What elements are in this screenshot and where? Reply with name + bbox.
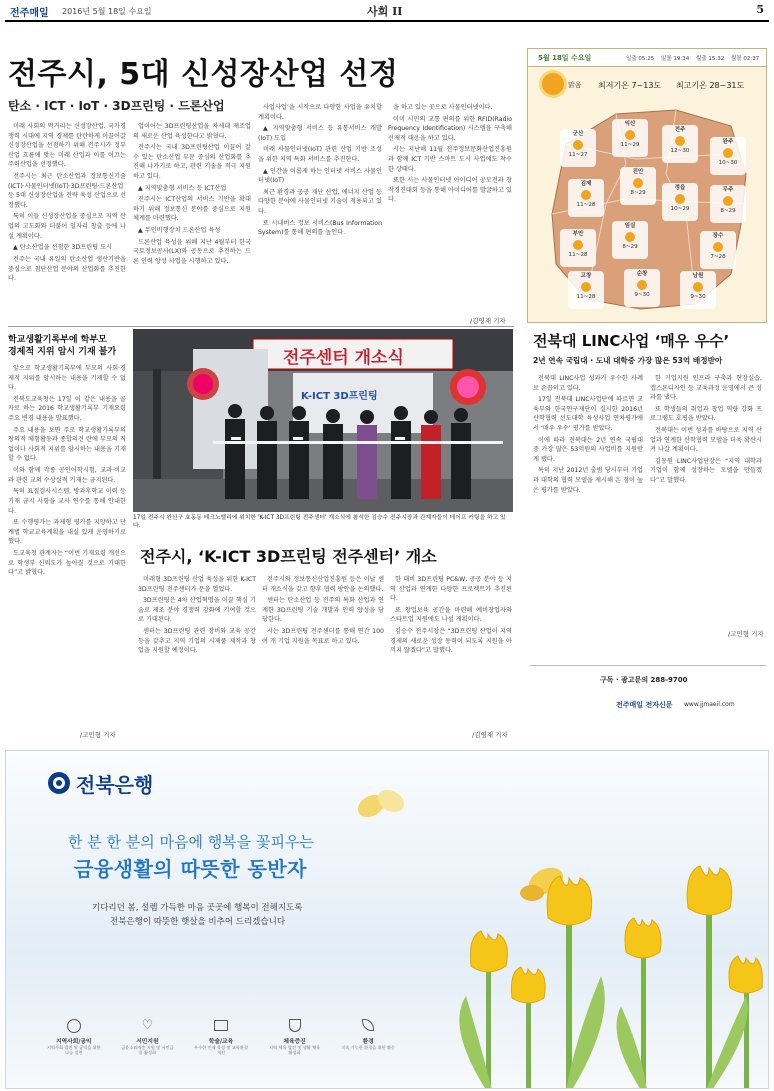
sunset-time: 일몰 19:34 <box>661 56 690 62</box>
lead-byline: /김영재 기자 <box>470 317 506 325</box>
linc-column-2 <box>650 374 762 604</box>
sun-icon <box>675 136 685 146</box>
paragraph: 전북대는 이번 성과를 바탕으로 지역 산업과 연계한 산학협력 모델을 더욱 확산시켜 나갈 계획이다. <box>650 427 762 454</box>
subscription-box <box>530 665 766 723</box>
weather-date: 5월 18일 수요일 <box>538 54 592 62</box>
paragraph: 전주시는 ICT산업의 서비스 기반을 확대하기 위해 정보통신 분야를 중심으로 지원 체계를 마련했다. <box>133 196 251 223</box>
article-3d-column-3 <box>390 575 512 723</box>
sun-icon <box>581 190 591 200</box>
city-name: 익산 <box>624 121 636 127</box>
paragraph: ▲ 지역맞춤형 서비스 등 ICT산업 <box>138 184 227 192</box>
lead-column-3 <box>258 103 382 324</box>
sun-icon <box>675 194 685 204</box>
csr-item-environment <box>340 1019 396 1079</box>
city-temp: 10~30 <box>718 159 738 166</box>
issue-date: 2016년 5월 18일 수요일 <box>62 7 152 16</box>
paragraph: 최근 환경과 공공 재난 산업, 에너지 산업 등 다양한 분야에 사물인터넷 기술이 적용되고 있다. <box>258 188 382 216</box>
ad-body-1: 기다리던 봄, 설렘 가득한 마음 곳곳에 행복이 전해지도록 <box>92 903 303 913</box>
paragraph: 김동원 LINC사업단장은 “지역 대학과 기업이 함께 성장하는 모델을 만들겠다”고 말했다. <box>650 457 762 485</box>
city-temp: 11~28 <box>576 293 596 300</box>
sun-icon <box>573 240 583 250</box>
paragraph: 한 대비 3D프린팅 PC&W, 공공 분야 등 지역 산업과 연계한 다양한 프로젝트가 추진된다. <box>390 576 512 603</box>
csr-item-sports <box>267 1019 323 1079</box>
sun-icon <box>625 232 635 242</box>
sun-icon <box>713 242 723 252</box>
sun-icon <box>723 148 733 158</box>
page-header <box>10 3 764 19</box>
headline-line-2: 경제적 지위 암시 기재 불가 <box>8 347 117 358</box>
city-forecast <box>568 179 604 217</box>
paragraph: 또 시내버스 정보 서비스(Bus Information System)를 통해 편의를 높인다. <box>258 219 382 237</box>
weather-box <box>527 48 767 323</box>
city-temp: 8~29 <box>720 207 736 214</box>
linc-column-1 <box>533 374 643 606</box>
csr-sub: 금융소외계층 지원 및 서민금융 활성화 <box>121 1045 174 1056</box>
linc-byline: /고민형 기자 <box>728 630 764 638</box>
city-temp: 10~29 <box>670 205 690 212</box>
photo-caption: 17일 전주시 완산구 효동동 테크노밸리에 위치한 'K-ICT 3D프린팅 전주센터' 개소식에 참석한 김승수 전주시장과 관계자들이 테이프 커팅을 하고 있다. <box>133 515 506 530</box>
paragraph: 주요 내용을 보면 주로 학교생활기록부의 창의적 체험활동과 종합의견 란에 부모의 직업이나 사회적 지위를 암시하는 내용을 기재할 수 없다. <box>8 426 126 463</box>
paragraph: 김승수 전주시장은 “3D프린팅 산업이 지역 경제의 새로운 성장 동력이 되도록 지원을 아끼지 않겠다”고 말했다. <box>390 628 512 655</box>
pm-high-temp: 최고기온 28~31도 <box>676 81 745 90</box>
globe-icon <box>67 1019 81 1033</box>
left-article-byline: /고민형 기자 <box>80 731 116 739</box>
csr-sub: 지역사회 발전 및 공익을 위한 나눔 실천 <box>46 1045 101 1056</box>
weather-topbar <box>528 49 766 67</box>
paragraph: 전북대 LINC사업 성과가 우수한 사례로 손꼽히고 있다. <box>533 375 643 392</box>
linc-subhead: 2년 연속 국립대 · 도내 대학중 가장 많은 53억 배정받아 <box>533 356 723 365</box>
sun-icon <box>581 282 591 292</box>
paragraph: 또 창업보육 공간을 마련해 예비창업자와 스타트업 지원에도 나설 계획이다. <box>390 606 512 624</box>
csr-sub: 우수한 인재 육성 및 교육환경 개선 <box>194 1045 248 1056</box>
heart-icon: ♡ <box>141 1018 154 1033</box>
city-name: 장수 <box>712 233 724 239</box>
sun-icon <box>637 280 647 290</box>
city-forecast <box>612 221 648 259</box>
csr-label: 체육증진 <box>283 1039 306 1045</box>
bank-name: 전북은행 <box>76 772 154 797</box>
city-name: 순창 <box>636 271 648 277</box>
moonrise-time: 월출 15:32 <box>696 56 725 62</box>
csr-icon-row <box>46 1019 396 1079</box>
city-name: 진안 <box>632 169 644 175</box>
city-temp: 11~28 <box>576 201 596 208</box>
paragraph: 3D프린팅은 4차 산업혁명을 이끌 핵심 기술로 제조 분야 경쟁력 강화에 기여할 것으로 기대된다. <box>138 597 256 624</box>
page-number: 5 <box>756 3 764 16</box>
city-name: 김제 <box>580 181 592 187</box>
city-forecast <box>568 271 604 309</box>
bank-advertisement <box>5 750 769 1089</box>
paragraph: 을 하고 있는 곳으로 사물인터넷이다. <box>393 104 493 111</box>
lead-column-2 <box>133 122 251 324</box>
linc-headline: 전북대 LINC사업 ‘매우 우수’ <box>533 332 730 350</box>
csr-item-community <box>46 1019 102 1079</box>
ad-slogan: 금융생활의 따뜻한 동반자 <box>74 857 307 881</box>
paragraph: 또 학생들의 취업과 창업 역량 강화 프로그램도 호평을 받았다. <box>650 405 762 423</box>
city-forecast <box>700 231 736 269</box>
sun-icon <box>633 178 643 188</box>
city-temp: 11~27 <box>568 151 588 158</box>
city-forecast <box>560 129 596 167</box>
paragraph: ▲ 지역맞춤형 서비스 등 유통서비스 개발(IoT) 도입 <box>258 125 382 142</box>
city-forecast <box>612 119 648 157</box>
csr-label: 학술/교육 <box>208 1039 234 1045</box>
headline-line-1: 학교생활기록부에 학부모 <box>8 335 107 345</box>
city-forecast-grid <box>550 111 750 311</box>
city-temp: 9~30 <box>634 291 650 298</box>
city-name: 임실 <box>624 223 636 229</box>
city-name: 전주 <box>674 127 686 133</box>
paragraph: 특히 표절검사시스템, 방과후학교 이력 등 기재 금지 사항을 교사 연수를 통해 안내한다. <box>8 488 126 515</box>
trophy-icon <box>289 1019 301 1032</box>
paragraph: 시는 지난해 11월 전주정보문화산업진흥원과 함께 ICT 기반 스마트 도시 사업에도 착수한 상태다. <box>388 146 512 173</box>
paragraph: 시는 3D프린팅 전주센터를 통해 연간 100여 개 기업 지원을 목표로 하고 있다. <box>262 628 384 645</box>
csr-label: 지역사회/공익 <box>55 1039 92 1045</box>
ad-tagline: 한 분 한 분의 마음에 행복을 꽃피우는 <box>68 833 314 851</box>
e-paper-label: 전주매일 전자신문 <box>616 701 673 709</box>
csr-item-support <box>120 1019 176 1079</box>
paragraph: 센터는 3D프린팅 관련 장비와 교육 공간 등을 갖추고 지역 기업의 시제품 제작과 창업을 지원할 예정이다. <box>138 628 256 655</box>
paragraph: 특히 이들 신성장산업을 중심으로 지역 산업의 고도화와 더불어 일자리 창출 등에 나설 계획이다. <box>8 213 126 240</box>
paragraph: 전북도교육청은 17일 이 같은 내용을 골자로 하는 2016 학교생활기록부 기재요령 주요 변경 내용을 발표했다. <box>8 395 126 423</box>
city-temp: 12~30 <box>670 147 690 154</box>
city-forecast <box>710 137 746 175</box>
lead-headline: 전주시, 5대 신성장산업 선정 <box>8 57 399 92</box>
paragraph: 드론산업 육성을 위해 지난 4월부터 한국국토정보공사(LX)와 공동으로 추진하는 드론 인력 양성 사업을 시행하고 있다. <box>133 238 251 265</box>
csr-item-education <box>193 1019 249 1079</box>
bank-logo <box>48 769 153 797</box>
am-low-temp: 최저기온 7~13도 <box>598 81 662 90</box>
city-name: 남원 <box>692 273 704 279</box>
sun-icon <box>625 130 635 140</box>
city-name: 군산 <box>572 131 584 137</box>
photo-sign-text: K-ICT 3D프린팅 <box>301 391 378 402</box>
sun-icon <box>542 73 564 95</box>
lead-column-4 <box>388 103 512 313</box>
paragraph: 앞으로 학교생활기록부에 부모의 사회·경제적 지위를 암시하는 내용을 기재할 수 없다. <box>8 365 126 392</box>
ceremony-photo <box>133 329 513 512</box>
sun-icon <box>693 282 703 292</box>
paragraph: 또한 시는 사물인터넷 아이디어 공모전과 창작경진대회 등을 통해 아이디어를 발굴하고 있다. <box>388 177 512 204</box>
e-paper-url[interactable]: www.jjmaeil.com <box>684 701 735 708</box>
lead-subhead: 탄소 · ICT · IoT · 3D프린팅 · 드론산업 <box>8 99 225 113</box>
csr-sub: 지역 체육 발전 및 생활 체육 활성화 <box>269 1045 321 1056</box>
city-forecast <box>662 125 698 163</box>
weather-condition: 맑음 <box>568 81 582 89</box>
paragraph: 사업사업’을 시작으로 다양한 사업을 유치할 계획이다. <box>258 104 382 121</box>
paragraph: 도교육청 관계자는 “이번 기재요령 개선으로 학생부 신뢰도가 높아질 것으로 기대한다”고 밝혔다. <box>8 549 126 577</box>
moonset-time: 월몰 02:37 <box>731 56 760 62</box>
paragraph: ▲ 탄소산업을 선점한 3D프린팅 도시 <box>13 244 113 252</box>
city-temp: 8~29 <box>630 189 646 196</box>
left-article-body <box>8 364 126 727</box>
city-temp: 9~30 <box>690 293 706 300</box>
paragraph: ▲ 인간을 이롭게 하는 인터넷 서비스 사물인터넷(IoT) <box>258 167 382 185</box>
paragraph: 이에 따라 전북대는 2년 연속 국립대 중 가장 많은 53억원의 사업비를 지원받게 됐다. <box>533 436 643 463</box>
city-forecast <box>624 269 660 307</box>
csr-label: 서민지원 <box>136 1039 159 1045</box>
article-3d-byline: /김영재 기자 <box>472 731 508 739</box>
paragraph: 전주시는 국내 3D프린팅산업 이끌어 갈 수 있는 탄소산업 부문 중심의 산업화를 추진해 나가기로 하고, 관련 기술을 적극 지원하고 있다. <box>133 144 251 181</box>
section-name: 사회 II <box>367 5 403 18</box>
ad-body-2: 전북은행이 따뜻한 햇살을 비추어 드리겠습니다 <box>110 917 286 927</box>
sun-icon <box>573 140 583 150</box>
paragraph: 미래 사물인터넷(IoT) 관련 산업 기반 조성을 위한 지역 특화 서비스를 추진한다. <box>258 146 382 164</box>
city-name: 정읍 <box>674 185 686 191</box>
paragraph: 업이어는 3D프린팅산업을 차세대 제조업의 새로운 산업 육성한다고 밝혔다. <box>133 123 251 140</box>
paragraph: 한 기업지원 인프라 구축과 현장실습, 캡스톤디자인 등 교육과정 운영에서 큰 성과를 냈다. <box>650 375 762 402</box>
city-forecast <box>662 183 698 221</box>
lead-column-1 <box>8 122 126 324</box>
paragraph: 미래형 3D프린팅 산업 육성을 위한 K-ICT 3D프린팅 전주센터가 문을 열었다. <box>138 576 256 593</box>
city-temp: 8~29 <box>622 243 638 250</box>
sunrise-time: 일출 05:25 <box>626 56 655 62</box>
city-forecast <box>560 229 596 267</box>
paragraph: 전주시와 정보통신산업진흥원 등은 이날 센터 개소식을 갖고 향후 협력 방안을 논의했다. <box>262 576 384 593</box>
csr-label: 환경 <box>362 1039 374 1045</box>
city-name: 고창 <box>580 273 592 279</box>
paragraph: 전주는 국내 유일의 탄소산업 생산기반을 중심으로 첨단산업 분야의 산업화를 추진한다. <box>8 255 126 283</box>
photo-banner-text: 전주센터 개소식 <box>283 348 404 368</box>
lead-divider <box>8 326 514 327</box>
leaf-icon <box>362 1019 374 1031</box>
paragraph: 또 수행평가는 과제형 평가를 지양하고 단계별 학교교육계획을 내실 있게 운영하기로 했다. <box>8 519 126 546</box>
paragraph: 이와 함께 각종 공인어학시험, 교과·비교과 관련 교외 수상실적 기재는 금지된다. <box>8 467 126 484</box>
book-icon <box>214 1020 228 1031</box>
paragraph: 17일 전북대 LINC사업단에 따르면 교육부와 한국연구재단이 실시한 2016년 산학협력 선도대학 육성사업 연차평가에서 ‘매우 우수’ 평가를 받았다. <box>533 396 643 433</box>
city-name: 부안 <box>572 231 584 237</box>
paragraph: 이미 시민의 교통 편의를 위한 RFID(Radio Frequency Identification) 시스템을 구축해 선제적 대응을 하고 있다. <box>388 115 512 142</box>
header-rule <box>5 20 769 22</box>
bank-logo-icon <box>48 772 70 794</box>
article-3d-headline: 전주시, ‘K-ICT 3D프린팅 전주센터’ 개소 <box>140 547 437 566</box>
paragraph: 전주시는 최근 탄소산업과 정보통신기술(ICT)·사물인터넷(IoT)·3D프린팅·드론산업 등 5대 신성장산업을 전략 육성 산업으로 선정했다. <box>8 173 126 209</box>
sun-icon <box>723 196 733 206</box>
subscription-line: 구독 · 광고문의 288-9700 <box>600 676 688 684</box>
article-3d-column-1 <box>138 575 256 730</box>
article-3d-column-2 <box>262 575 384 730</box>
city-name: 무주 <box>722 187 734 193</box>
paragraph: 미래 사회의 먹거리는 신성장산업. 국가경쟁력 시대에 지역 경제를 탄탄하게 이끌어갈 신성장산업을 선점하기 위해 전주시가 정부 산업 흐름에 맞는 미래 산업과 이를 이끄는 주력산업을 선정했다. <box>8 123 126 169</box>
tulip-graphics <box>426 846 766 1089</box>
paper-name: 전주매일 <box>10 8 49 19</box>
csr-sub: 지속 가능한 환경을 위한 활동 <box>341 1045 396 1050</box>
paragraph: 특히 지난 2012년 출범 당시부터 기업과 대학의 협력 모델을 제시해 온 점이 높은 평가를 받았다. <box>533 467 643 494</box>
paragraph: ▲ 무인비행장치 드론산업 육성 <box>138 227 221 235</box>
left-article-headline <box>8 334 126 358</box>
city-temp: 7~28 <box>710 253 726 260</box>
paragraph: 센터는 탄소산업 등 전주의 특화 산업과 연계한 3D프린팅 기술 개발과 인력 양성을 담당한다. <box>262 597 384 624</box>
city-name: 완주 <box>722 139 734 145</box>
city-forecast <box>620 167 656 205</box>
city-temp: 11~29 <box>620 141 640 148</box>
city-temp: 11~28 <box>568 251 588 258</box>
city-forecast <box>710 185 746 223</box>
city-forecast <box>680 271 716 309</box>
